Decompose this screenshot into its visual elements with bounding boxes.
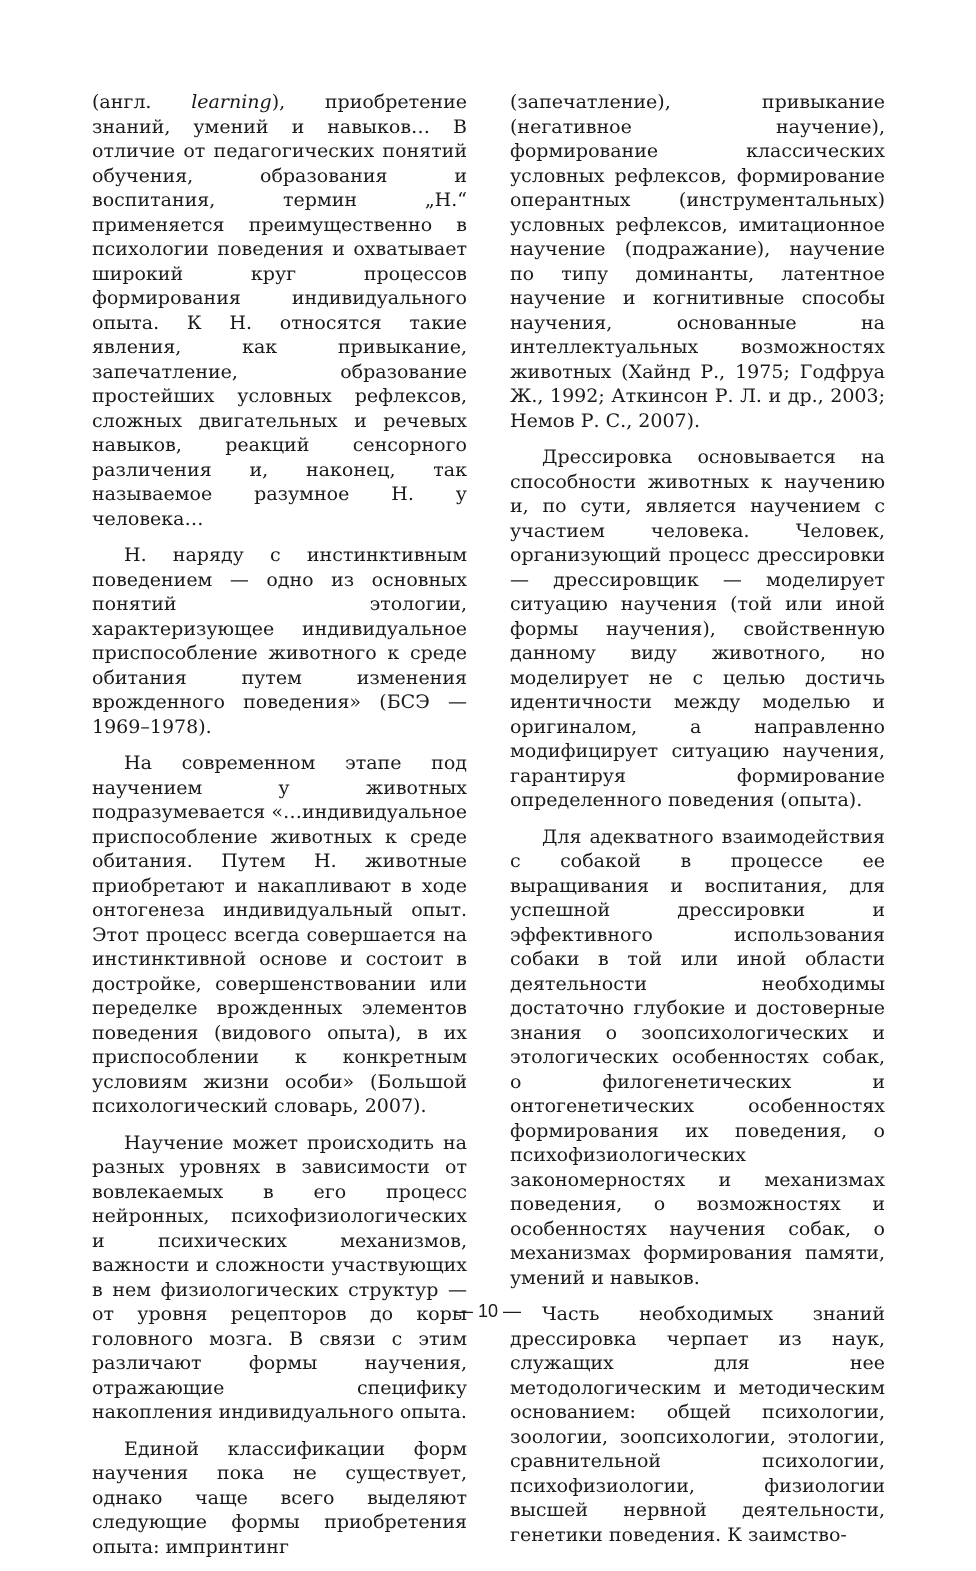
left-column — [92, 90, 467, 1571]
page-number: — 10 — — [454, 1301, 522, 1321]
paragraph: (запечатление), привыкание (негативное научение), формирование классических условных рефлексов, формирование оперантных (инструментальных) условных рефлексов, имитационное научение (подражание), научение по типу доминанты, латентное научение и когнитивные способы научения, основанные на интеллектуальных возможностях животных (Хайнд Р., 1975; Годфруа Ж., 1992; Аткинсон Р. Л. и др., 2003; Немов Р. С., 2007). — [510, 91, 885, 432]
paragraph: Для адекватного взаимодействия с собакой в процессе ее выращивания и воспитания, для успешной дрессировки и эффективного использования собаки в той или иной области деятельности необходимы достаточно глубокие и достоверные знания о зоопсихологических и этологических особенностях собак, о филогенетических и онтогенетических особенностях формирования их поведения, о психофизиологических закономерностях и механизмах поведения, о возможностях и особенностях научения собак, о механизмах формирования памяти, умений и навыков. — [510, 825, 885, 1289]
paragraph-text: ), приобретение знаний, умений и навыков… В отличие от педагогических понятий обучения, образования и воспитания, термин „Н.“ применяется преимущественно в психологии поведения и охватывает широкий круг процессов формирования индивидуального опыта. К Н. относятся такие явления, как привыкание, запечатление, образование простейших условных рефлексов, сложных двигательных и речевых навыков, реакций сенсорного различения и, наконец, так называемое разумное Н. у человека… — [92, 91, 467, 530]
paragraph: Часть необходимых знаний дрессировка черпает из наук, служащих для нее методологическим и методическим основанием: общей психологии, зоологии, зоопсихологии, этологии, сравнительной психологии, психофизиологии, физиологии высшей нервной деятельности, генетики поведения. К заимство- — [510, 1303, 885, 1546]
paragraph: Научение может происходить на разных уровнях в зависимости от вовлекаемых в его процесс нейронных, психофизиологических и психических механизмов, важности и сложности участвующих в нем физиологических структур — от уровня рецепторов до коры головного мозга. В связи с этим различают формы научения, отражающие специфику накопления индивидуального опыта. — [92, 1131, 467, 1423]
paragraph — [92, 90, 467, 531]
paragraph: Единой классификации форм научения пока не существует, однако чаще всего выделяют следующие формы приобретения опыта: импринтинг — [92, 1437, 467, 1558]
english-term: learning — [191, 91, 272, 113]
paragraph: На современном этапе под научением у животных подразумевается «…индивидуальное приспособление животных к среде обитания. Путем Н. животные приобретают и накапливают в ходе онтогенеза индивидуальный опыт. Этот процесс всегда совершается на инстинктивной основе и состоит в достройке, совершенствовании или переделке врожденных элементов поведения (видового опыта), в их приспособлении к конкретным условиям жизни особи» (Большой психологический словарь, 2007). — [92, 752, 467, 1117]
right-column — [510, 90, 885, 1559]
paragraph-text: (англ. — [92, 91, 192, 113]
paragraph: Дрессировка основывается на способности животных к научению и, по сути, является научением с участием человека. Человек, организующий процесс дрессировки — дрессировщик — моделирует ситуацию научения (той или иной формы научения), свойственную данному виду животного, но моделирует не с целью достичь идентичности между моделью и оригиналом, а направленно модифицирует ситуацию научения, гарантируя формирование определенного поведения (опыта). — [510, 446, 885, 811]
paragraph: Н. наряду с инстинктивным поведением — одно из основных понятий этологии, характеризующее индивидуальное приспособление животного к среде обитания путем изменения врожденного поведения» (БСЭ — 1969–1978). — [92, 544, 467, 738]
